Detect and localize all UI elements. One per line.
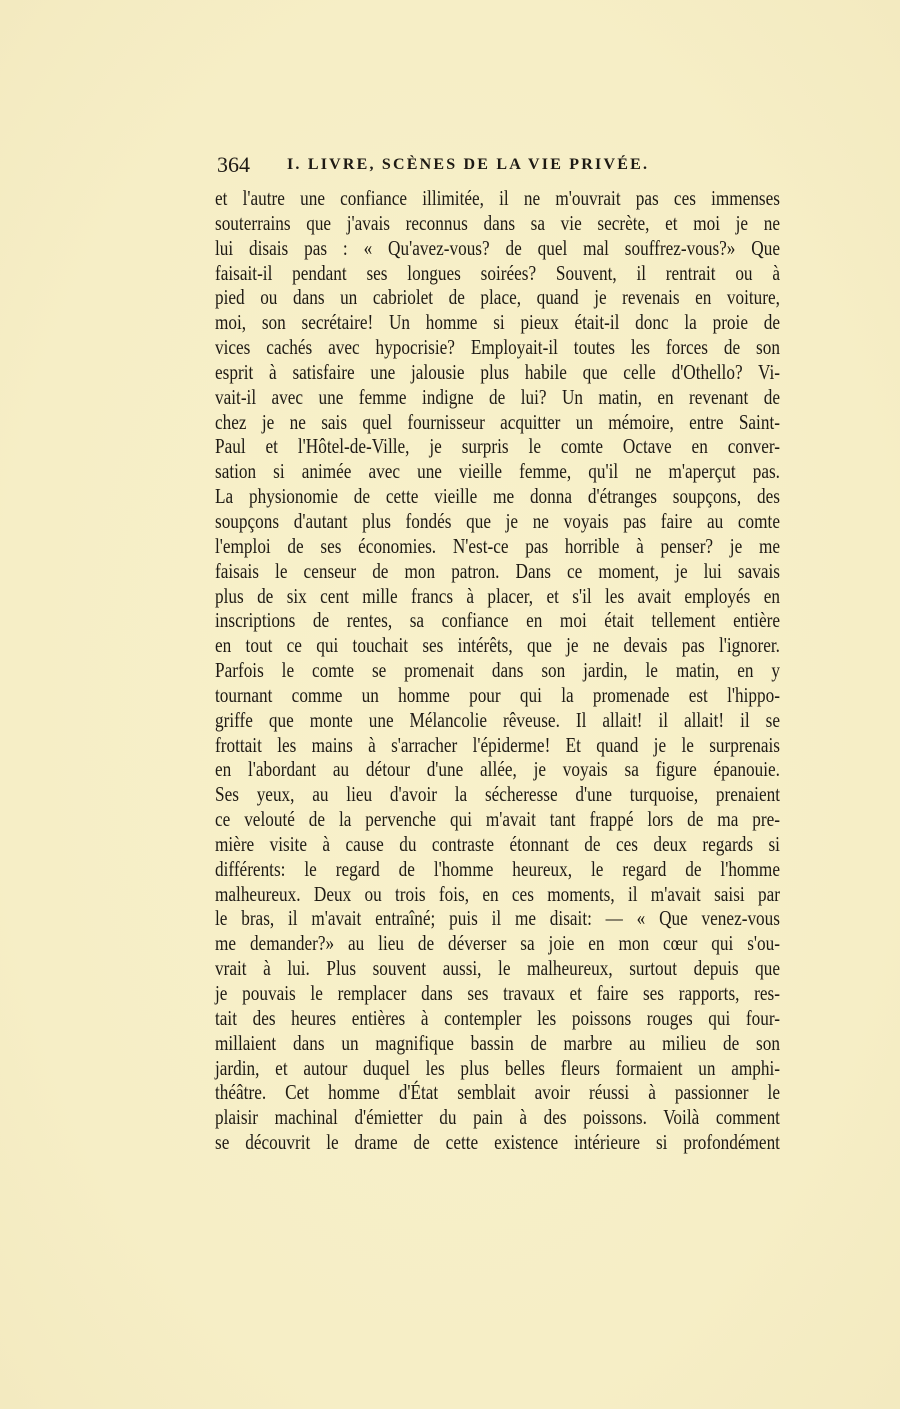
- text-line: et l'autre une confiance illimitée, il ne m'ouvrait pas ces immenses: [215, 186, 780, 210]
- text-line: moi, son secrétaire! Un homme si pieux était-il donc la proie de: [215, 310, 780, 335]
- text-line: vait-il avec une femme indigne de lui? Un matin, en revenant de: [215, 384, 780, 409]
- text-line: en tout ce qui touchait ses intérêts, que je ne devais pas l'ignorer.: [215, 633, 780, 658]
- text-line: griffe que monte une Mélancolie rêveuse. Il allait! il allait! il se: [215, 707, 780, 732]
- text-line: plaisir machinal d'émietter du pain à des poissons. Voilà comment: [215, 1105, 780, 1130]
- page-body-text: [215, 186, 780, 1155]
- text-line: lui disais pas : « Qu'avez-vous? de quel mal souffrez-vous?» Que: [215, 235, 780, 260]
- page-header: [217, 152, 782, 182]
- text-line: le bras, il m'avait entraîné; puis il me disait: — « Que venez-vous: [215, 906, 780, 931]
- page-number: 364: [217, 152, 250, 177]
- text-line: me demander?» au lieu de déverser sa joie en mon cœur qui s'ou-: [215, 931, 780, 956]
- text-line: Paul et l'Hôtel-de-Ville, je surpris le comte Octave en conver-: [215, 434, 780, 459]
- text-line: malheureux. Deux ou trois fois, en ces moments, il m'avait saisi par: [215, 881, 780, 906]
- text-line: se découvrit le drame de cette existence intérieure si profondément: [215, 1130, 780, 1155]
- text-line: tait des heures entières à contempler les poissons rouges qui four-: [215, 1005, 780, 1030]
- text-line: Ses yeux, au lieu d'avoir la sécheresse d'une turquoise, prenaient: [215, 782, 780, 807]
- text-line: inscriptions de rentes, sa confiance en moi était tellement entière: [215, 608, 780, 633]
- text-line: sation si animée avec une vieille femme, qu'il ne m'aperçut pas.: [215, 459, 780, 484]
- running-title: I. LIVRE, SCÈNES DE LA VIE PRIVÉE.: [287, 156, 650, 173]
- text-line: mière visite à cause du contraste étonnant de ces deux regards si: [215, 831, 780, 856]
- text-line: tournant comme un homme pour qui la promenade est l'hippo-: [215, 682, 780, 707]
- text-line: je pouvais le remplacer dans ses travaux et faire ses rapports, res-: [215, 981, 780, 1005]
- text-line: esprit à satisfaire une jalousie plus habile que celle d'Othello? Vi-: [215, 359, 780, 384]
- text-line: différents: le regard de l'homme heureux, le regard de l'homme: [215, 856, 780, 881]
- text-line: théâtre. Cet homme d'État semblait avoir réussi à passionner le: [215, 1080, 780, 1105]
- text-line: ce velouté de la pervenche qui m'avait tant frappé lors de ma pre-: [215, 807, 780, 832]
- text-line: en l'abordant au détour d'une allée, je voyais sa figure épanouie.: [215, 757, 780, 782]
- text-line: l'emploi de ses économies. N'est-ce pas horrible à penser? je me: [215, 533, 780, 558]
- text-line: vrait à lui. Plus souvent aussi, le malheureux, surtout depuis que: [215, 956, 780, 981]
- text-line: faisais le censeur de mon patron. Dans ce moment, je lui savais: [215, 558, 780, 583]
- text-line: pied ou dans un cabriolet de place, quand je revenais en voiture,: [215, 285, 780, 310]
- text-line: vices cachés avec hypocrisie? Employait-il toutes les forces de son: [215, 335, 780, 360]
- text-line: millaient dans un magnifique bassin de marbre au milieu de son: [215, 1030, 780, 1055]
- text-line: frottait les mains à s'arracher l'épiderme! Et quand je le surprenais: [215, 732, 780, 757]
- text-line: faisait-il pendant ses longues soirées? Souvent, il rentrait ou à: [215, 260, 780, 285]
- text-line: chez je ne sais quel fournisseur acquitter un mémoire, entre Saint-: [215, 409, 780, 434]
- text-line: Parfois le comte se promenait dans son jardin, le matin, en y: [215, 658, 780, 683]
- text-line: plus de six cent mille francs à placer, et s'il les avait employés en: [215, 583, 780, 608]
- text-line: soupçons d'autant plus fondés que je ne voyais pas faire au comte: [215, 508, 780, 533]
- text-line: souterrains que j'avais reconnus dans sa vie secrète, et moi je ne: [215, 210, 780, 235]
- text-line: jardin, et autour duquel les plus belles fleurs formaient un amphi-: [215, 1055, 780, 1080]
- text-line: La physionomie de cette vieille me donna d'étranges soupçons, des: [215, 484, 780, 509]
